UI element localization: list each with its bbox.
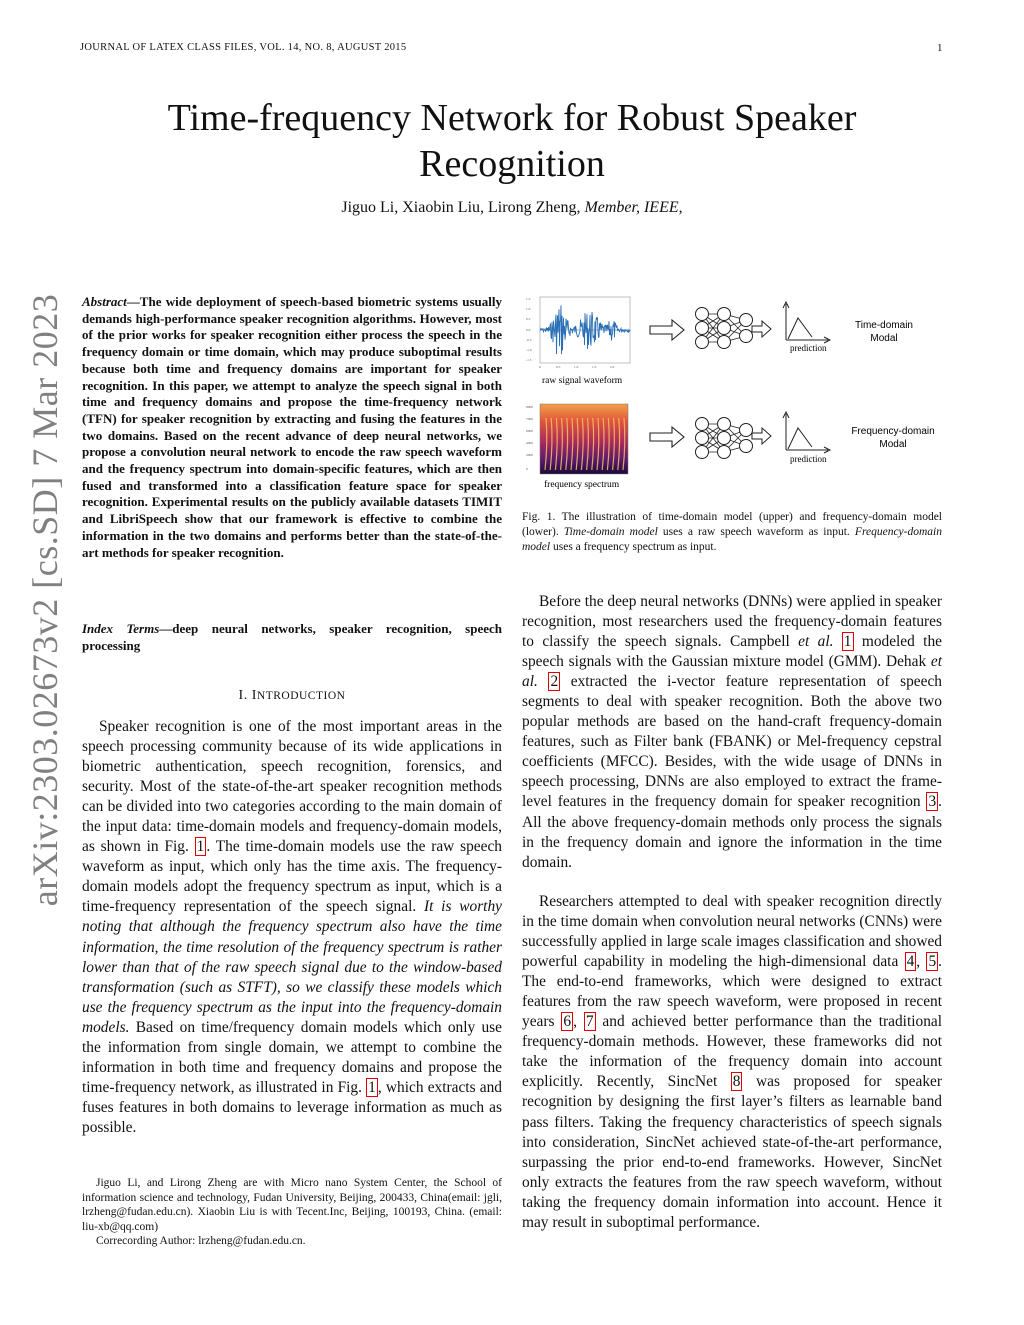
intro-paragraph xyxy=(82,717,502,1138)
caption-italic: Frequency-domain model xyxy=(522,526,942,553)
body-text: , xyxy=(916,953,927,971)
freq-model-label-2: Modal xyxy=(879,439,907,450)
author-membership: Member, IEEE, xyxy=(584,199,683,216)
intro-text: Speaker recognition is one of the most important areas in the speech processing community because of its wide applications in biometric authentication, speech recognition, forensics, and security. Most of the state-of-the-art speaker recognition methods can be divided into two categories according to the main domain of the input data: time-domain models and frequency-domain models, as shown in Fig. xyxy=(82,718,502,856)
upper-pipeline xyxy=(650,302,913,353)
body-text: Researchers attempted to deal with speaker recognition directly in the time domain when convolution neural networks (CNNs) were successfully applied in large scale images classification and showed powerful capability in modeling the high-dimensional data xyxy=(522,893,942,971)
svg-text:-1.5: -1.5 xyxy=(526,358,532,362)
body-text xyxy=(833,633,841,650)
network-node xyxy=(718,446,731,459)
prediction-label: prediction xyxy=(790,343,827,353)
network-node xyxy=(740,424,753,437)
svg-text:1.0: 1.0 xyxy=(526,307,531,311)
running-header: JOURNAL OF LATEX CLASS FILES, VOL. 14, NO. 8, AUGUST 2015 xyxy=(80,42,407,53)
citation-link[interactable]: 8 xyxy=(732,1073,741,1091)
intro-text: Based on time/frequency domain models which only use the information from single domain, we attempt to combine the information in both time and frequency domains and propose the time-frequency network, as illustrated in Fig. xyxy=(82,1018,502,1096)
freq-model-label: Frequency-domain xyxy=(851,426,935,437)
right-arrow-icon xyxy=(752,321,771,337)
citation-link[interactable]: 1 xyxy=(843,633,852,651)
svg-text:0.5: 0.5 xyxy=(556,365,561,369)
caption-text: uses a frequency spectrum as input. xyxy=(550,541,717,553)
author-footnote xyxy=(82,1176,502,1249)
arxiv-identifier: arXiv:2303.02673v2 [cs.SD] 7 Mar 2023 xyxy=(25,293,65,907)
figure-1 xyxy=(522,292,947,497)
network-node xyxy=(718,308,731,321)
index-terms xyxy=(82,621,502,654)
et-al: et al. xyxy=(798,633,834,651)
author-line xyxy=(80,199,944,217)
et-al: et al. xyxy=(522,653,942,691)
network-node xyxy=(718,432,731,445)
svg-text:2000: 2000 xyxy=(526,453,533,457)
lower-pipeline xyxy=(650,412,935,464)
caption-prefix: Fig. 1. xyxy=(522,511,556,523)
index-terms-text: —deep neural networks, speaker recognition, speech processing xyxy=(82,621,502,653)
svg-text:7000: 7000 xyxy=(526,417,533,421)
abstract xyxy=(82,294,502,561)
citation-link[interactable]: 3 xyxy=(928,793,937,811)
body-text xyxy=(538,673,549,690)
network-node xyxy=(740,314,753,327)
network-node xyxy=(740,440,753,453)
paper-title: Time-frequency Network for Robust Speaker Recognition xyxy=(167,97,857,185)
body-text: was proposed for speaker recognition by designing the first layer’s filters as learnable band pass filters. Taking the frequency characteristics of speech signals into consideration, SincNet achieved state-of-the-art performance, surpassing the prior end-to-end frameworks. However, SincNet only extracts the features from the raw speech waveform, without taking the frequency domain information into account. Hence it may result in suboptimal performance. xyxy=(522,1073,942,1231)
intro-text: , which extracts and fuses features in both domains to leverage information as much as possible. xyxy=(82,1078,502,1136)
svg-text:4000: 4000 xyxy=(526,441,533,445)
right-arrow-icon xyxy=(752,428,771,444)
body-text: Before the deep neural networks (DNNs) were applied in speaker recognition, most researchers used the frequency-domain features to classify the speech signals. Campbell xyxy=(522,593,942,651)
citation-link[interactable]: 2 xyxy=(550,673,559,691)
svg-text:1.5: 1.5 xyxy=(592,365,597,369)
raw-waveform-label: raw signal waveform xyxy=(542,376,623,386)
waveform-plot xyxy=(526,297,630,369)
network-node xyxy=(696,336,709,349)
body-paragraph xyxy=(522,592,942,873)
svg-text:2.0: 2.0 xyxy=(610,365,615,369)
body-text: modeled the speech signals with the Gaussian mixture model (GMM). Dehak xyxy=(522,633,942,671)
body-paragraph xyxy=(522,892,942,1233)
svg-text:-0.5: -0.5 xyxy=(526,338,532,342)
section-number: I. xyxy=(238,688,248,703)
citation-link[interactable]: 5 xyxy=(928,953,937,971)
body-text: and achieved better performance than the traditional frequency-domain methods. However, these frameworks did not take the information of the frequency domain into account explicitly. Recently, SincNet xyxy=(522,1013,943,1091)
index-terms-label: Index Terms xyxy=(82,621,160,636)
right-body-1 xyxy=(522,592,942,873)
arxiv-sidebar xyxy=(16,270,74,930)
citation-link[interactable]: 4 xyxy=(906,953,915,971)
body-text: . The end-to-end frameworks, which were designed to extract features from the raw speech waveform, were proposed in recent years xyxy=(522,953,943,1031)
network-node xyxy=(718,322,731,335)
network-node xyxy=(718,336,731,349)
figure-caption xyxy=(522,510,942,555)
svg-text:1.5: 1.5 xyxy=(526,297,531,301)
footnote-corresponding: Correcording Author: lrzheng@fudan.edu.cn. xyxy=(96,1235,306,1248)
svg-text:8000: 8000 xyxy=(526,405,533,409)
caption-text: uses a raw speech waveform as input. xyxy=(657,526,855,538)
footnote-affiliations: Jiguo Li, and Lirong Zheng are with Micro nano System Center, the School of information science and technology, Fudan University, Beijing, 200433, China(email: jgli, lrzheng@fudan.edu.cn). Xiaobin Liu is with Tecent.Inc, Beijing, 100193, China. (email: liu-xb@qq.com) xyxy=(82,1177,502,1233)
right-arrow-icon xyxy=(650,320,684,340)
neural-network-icon xyxy=(696,418,753,459)
svg-text:0.5: 0.5 xyxy=(526,317,531,321)
citation-link[interactable]: 7 xyxy=(585,1013,594,1031)
figure-1-diagram xyxy=(522,292,947,497)
body-text: , xyxy=(573,1013,584,1031)
time-model-label-2: Modal xyxy=(870,333,898,344)
network-node xyxy=(696,418,709,431)
network-node xyxy=(740,330,753,343)
neural-network-icon xyxy=(696,308,753,349)
network-node xyxy=(718,418,731,431)
spectrogram-plot xyxy=(526,404,628,474)
body-text: . All the above frequency-domain methods only process the signals in the frequency domain and ignore the information in the time domain. xyxy=(522,793,942,871)
svg-text:0: 0 xyxy=(526,467,528,471)
section-heading xyxy=(82,688,502,704)
author-names: Jiguo Li, Xiaobin Liu, Lirong Zheng, xyxy=(341,199,581,216)
prediction-plot-icon xyxy=(783,302,830,343)
intro-italic-text: It is worthy noting that although the frequency spectrum also have the time information, the time resolution of the frequency spectrum is rather lower than that of the raw speech signal due to the window-based transformation (such as STFT), so we classify these models which use the frequency spectrum as the input into the frequency-domain models. xyxy=(82,898,502,1036)
right-arrow-icon xyxy=(650,427,684,447)
abstract-label: Abstract xyxy=(82,294,127,309)
intro-text: . The time-domain models use the raw speech waveform as input, which only has the time axis. The frequency-domain models adopt the frequency spectrum as input, which is a time-frequency representation of the speech signal. xyxy=(82,838,502,916)
network-node xyxy=(696,322,709,335)
citation-link[interactable]: 6 xyxy=(563,1013,572,1031)
prediction-label: prediction xyxy=(790,454,827,464)
body-text: extracted the i-vector feature representation of speech segments to deal with speaker recognition. Both the above two popular methods are based on the hand-craft frequency-domain features, such as Filter bank (FBANK) or Mel-frequency cepstral coefficients (MFCC). Besides, with the wide usage of DNNs in speech processing, DNNs are also employed to extract the frame-level features in the frequency domain for speaker recognition xyxy=(522,673,942,811)
fig-ref-link[interactable]: 1 xyxy=(196,838,205,856)
svg-text:-1.0: -1.0 xyxy=(526,348,532,352)
network-node xyxy=(696,432,709,445)
caption-text: The illustration of time-domain model (upper) and frequency-domain model (lower). xyxy=(522,511,943,538)
section-title-initial: I xyxy=(251,688,257,703)
network-node xyxy=(696,446,709,459)
prediction-plot-icon xyxy=(783,412,830,453)
svg-text:0.0: 0.0 xyxy=(526,328,531,332)
fig-ref-link[interactable]: 1 xyxy=(368,1078,376,1096)
caption-italic: Time-domain model xyxy=(563,526,658,538)
network-node xyxy=(696,308,709,321)
svg-text:1.0: 1.0 xyxy=(574,365,579,369)
spectrum-label: frequency spectrum xyxy=(544,480,620,490)
time-model-label: Time-domain xyxy=(855,320,913,331)
svg-text:6000: 6000 xyxy=(526,429,533,433)
right-body-2 xyxy=(522,892,942,1233)
svg-text:0: 0 xyxy=(539,365,541,369)
page-number: 1 xyxy=(937,42,943,54)
section-title-rest: NTRODUCTION xyxy=(256,690,346,702)
introduction-body xyxy=(82,717,502,1138)
abstract-text: —The wide deployment of speech-based biometric systems usually demands high-performance speaker recognition algorithms. However, most of the prior works for speaker recognition either process the speech in the frequency domain or time domain, which may produce suboptimal results because both time and frequency domains are important for speaker recognition. In this paper, we attempt to analyze the speech signal in both time and frequency domains and propose the time-frequency network (TFN) for speaker recognition by extracting and fusing the features in the two domains. Based on the recent advance of deep neural networks, we propose a convolution neural network to encode the raw speech waveform and the frequency spectrum into domain-specific features, which are then fused and transformed into a classification feature space for speaker recognition. Experimental results on the publicly available datasets TIMIT and LibriSpeech show that our framework is effective to combine the information in the two domains and performs better than the state-of-the-art methods for speaker recognition. xyxy=(82,294,502,560)
